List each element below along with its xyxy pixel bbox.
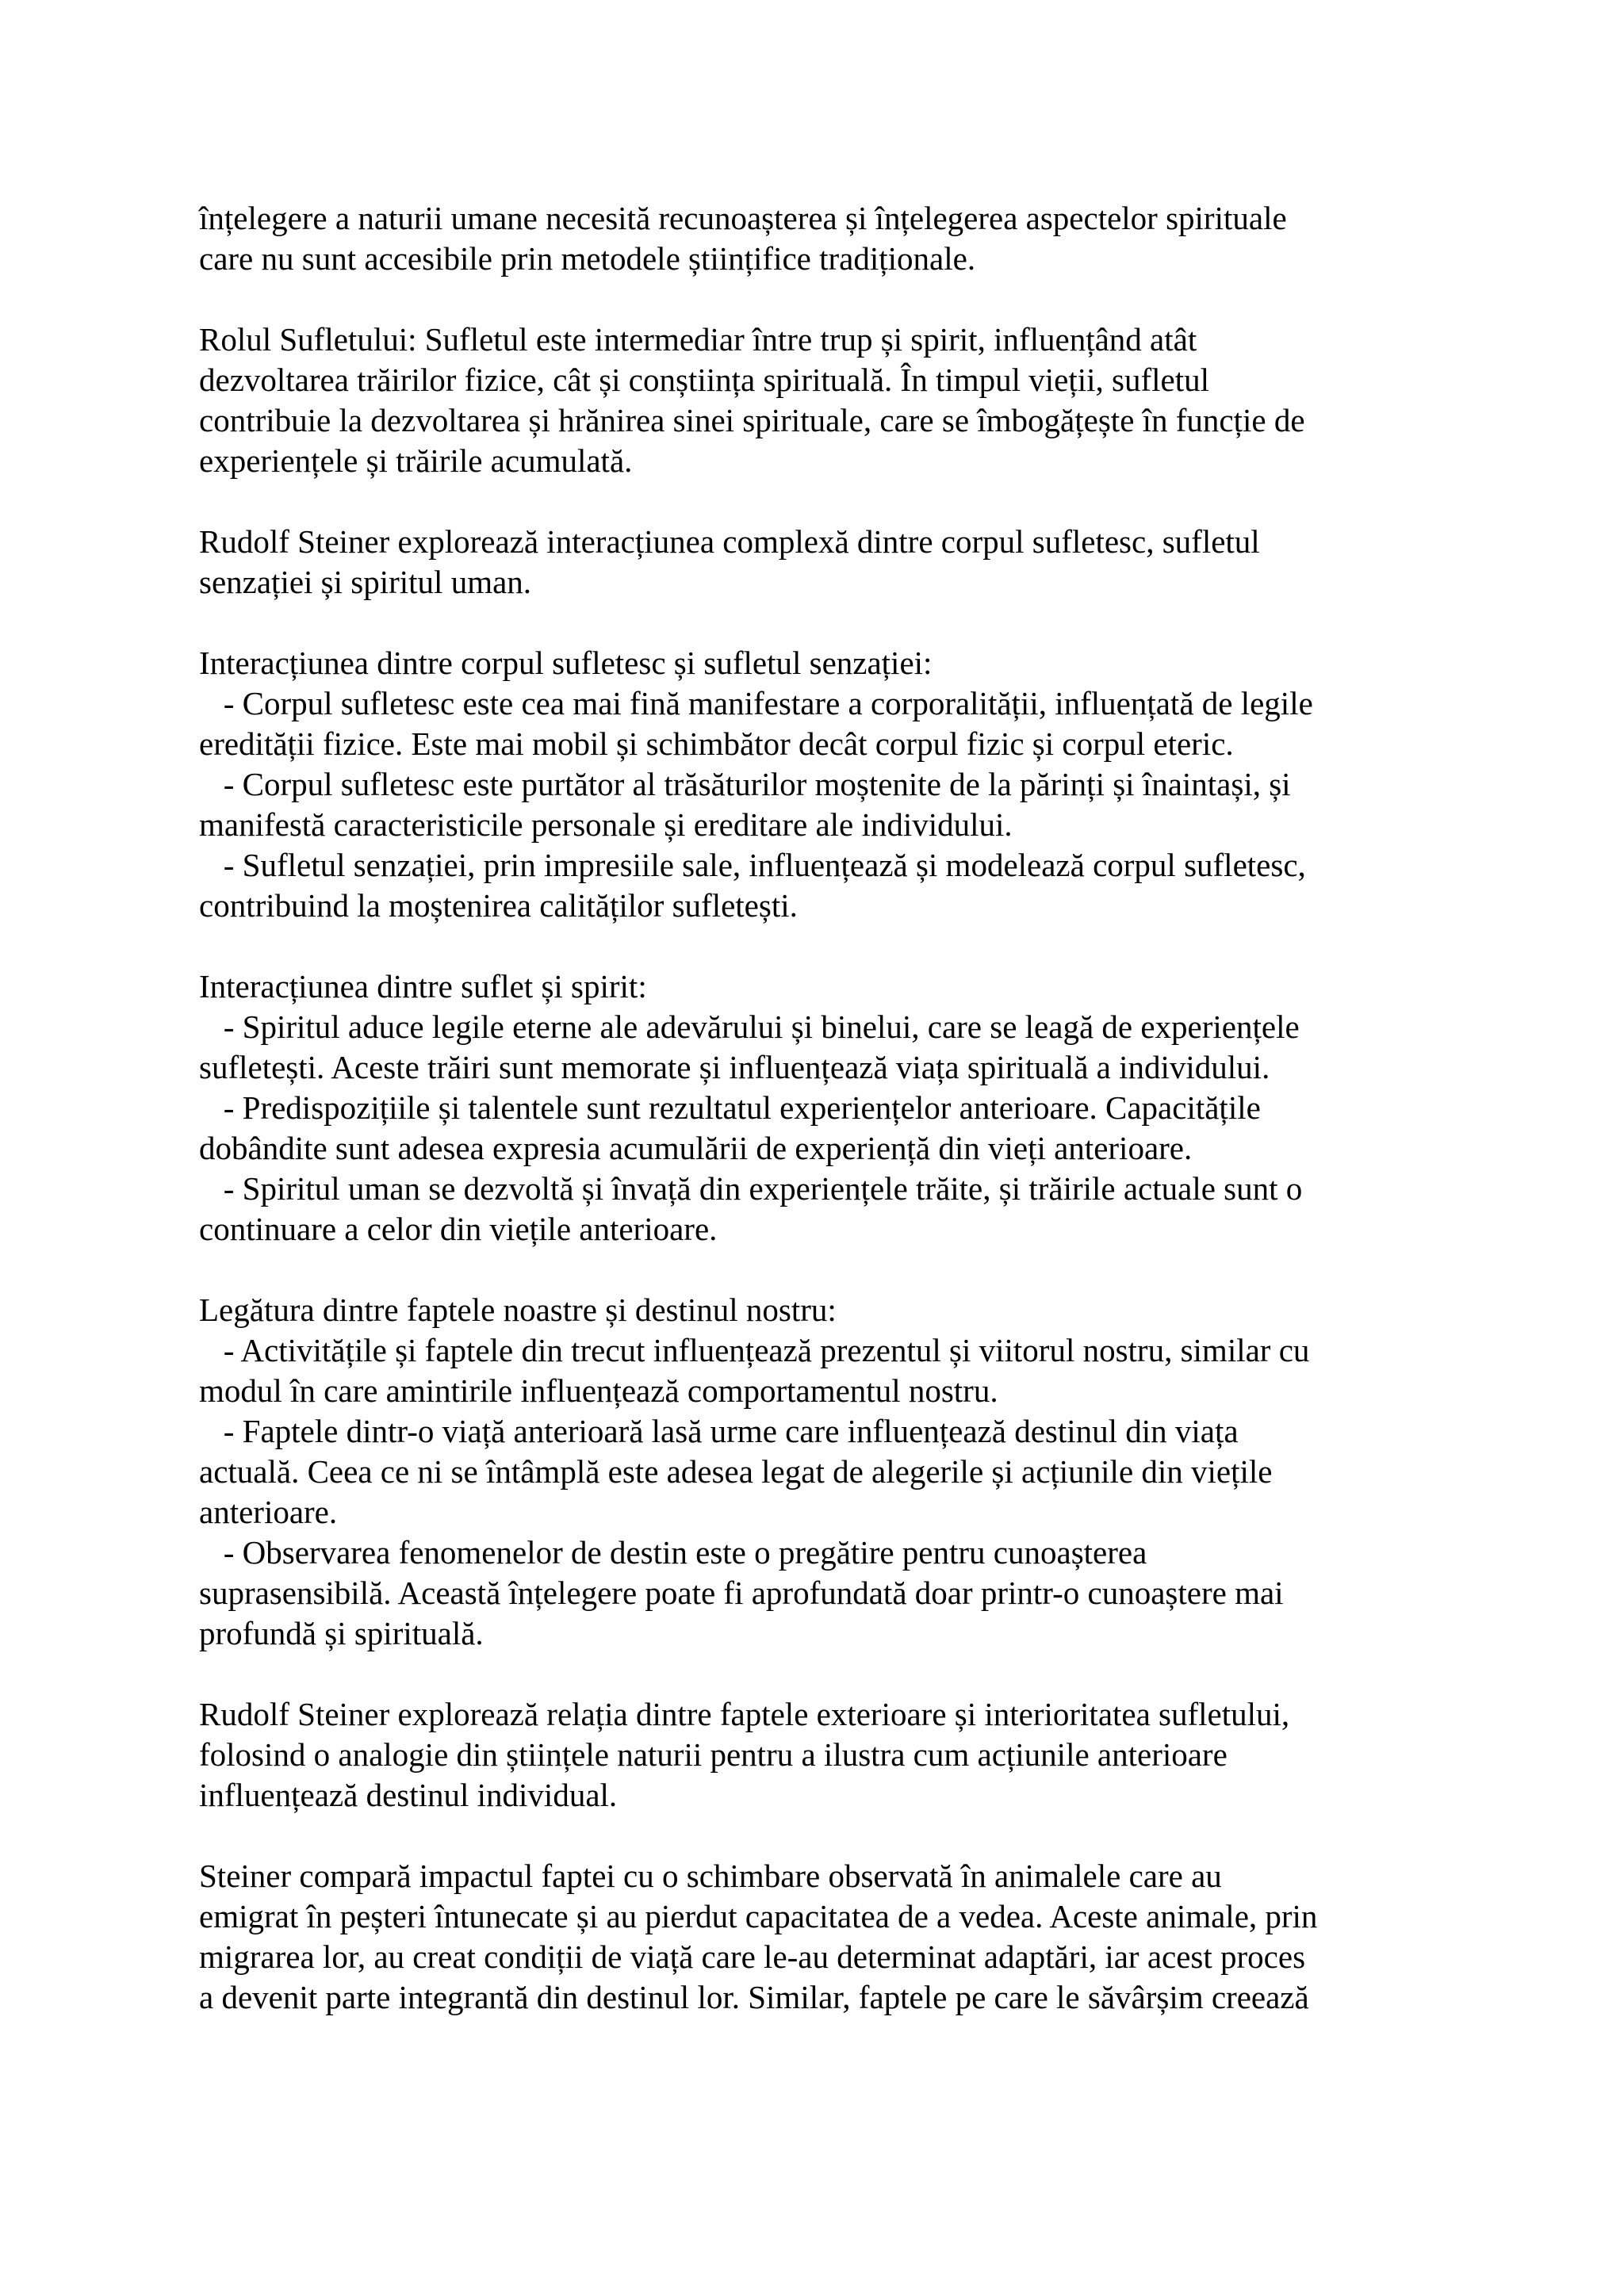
text-line: folosind o analogie din științele naturii pentru a ilustra cum acțiunile anterioare bbox=[199, 1736, 1228, 1773]
text-line: - Observarea fenomenelor de destin este o pregătire pentru cunoașterea bbox=[199, 1534, 1147, 1571]
text-line: Interacțiunea dintre corpul sufletesc și sufletul senzației: bbox=[199, 645, 933, 681]
text-line: Rudolf Steiner explorează interacțiunea complexă dintre corpul sufletesc, sufletul bbox=[199, 523, 1260, 560]
text-line: Rudolf Steiner explorează relația dintre faptele exterioare și interioritatea sufletului, bbox=[199, 1696, 1290, 1732]
text-line: înțelegere a naturii umane necesită recunoașterea și înțelegerea aspectelor spirituale bbox=[199, 200, 1287, 236]
paragraph bbox=[199, 643, 1436, 926]
paragraph bbox=[199, 1856, 1436, 2018]
text-line: contribuie la dezvoltarea și hrănirea sinei spirituale, care se îmbogățește în funcție de bbox=[199, 402, 1305, 438]
paragraph bbox=[199, 966, 1436, 1249]
paragraph bbox=[199, 1694, 1436, 1816]
text-line: dobândite sunt adesea expresia acumulării de experiență din vieți anterioare. bbox=[199, 1130, 1193, 1166]
text-line: experiențele și trăirile acumulată. bbox=[199, 442, 633, 479]
paragraph-gap bbox=[199, 1816, 1436, 1856]
text-line: eredității fizice. Este mai mobil și schimbător decât corpul fizic și corpul eteric. bbox=[199, 725, 1234, 762]
text-line: emigrat în peșteri întunecate și au pierdut capacitatea de a vedea. Aceste animale, prin bbox=[199, 1898, 1318, 1934]
paragraph-gap bbox=[199, 1249, 1436, 1290]
text-line: sufletești. Aceste trăiri sunt memorate și influențează viața spirituală a individului. bbox=[199, 1049, 1270, 1085]
text-line: Legătura dintre faptele noastre și destinul nostru: bbox=[199, 1292, 837, 1328]
text-line: - Corpul sufletesc este purtător al trăsăturilor moștenite de la părinți și înaintași, și bbox=[199, 766, 1291, 802]
text-line: migrarea lor, au creat condiții de viață care le-au determinat adaptări, iar acest proces bbox=[199, 1938, 1306, 1975]
text-line: - Spiritul uman se dezvoltă și învață din experiențele trăite, și trăirile actuale sunt o bbox=[199, 1170, 1303, 1207]
paragraph bbox=[199, 198, 1436, 279]
text-line: - Activitățile și faptele din trecut influențează prezentul și viitorul nostru, similar cu bbox=[199, 1332, 1310, 1368]
document-body bbox=[199, 198, 1436, 2018]
text-line: - Faptele dintr-o viață anterioară lasă urme care influențează destinul din viața bbox=[199, 1413, 1239, 1449]
text-line: - Spiritul aduce legile eterne ale adevărului și binelui, care se leagă de experiențele bbox=[199, 1008, 1300, 1045]
paragraph bbox=[199, 320, 1436, 481]
text-line: a devenit parte integrantă din destinul lor. Similar, faptele pe care le săvârșim creează bbox=[199, 1979, 1309, 2015]
paragraph bbox=[199, 522, 1436, 603]
text-line: - Predispozițiile și talentele sunt rezultatul experiențelor anterioare. Capacitățile bbox=[199, 1089, 1261, 1126]
text-line: anterioare. bbox=[199, 1494, 338, 1530]
text-line: modul în care amintirile influențează comportamentul nostru. bbox=[199, 1372, 998, 1409]
text-line: manifestă caracteristicile personale și ereditare ale individului. bbox=[199, 806, 1013, 843]
text-line: Rolul Sufletului: Sufletul este intermediar între trup și spirit, influențând atât bbox=[199, 321, 1197, 358]
text-line: influențează destinul individual. bbox=[199, 1777, 618, 1813]
paragraph bbox=[199, 1290, 1436, 1654]
text-line: senzației și spiritul uman. bbox=[199, 564, 532, 600]
text-line: dezvoltarea trăirilor fizice, cât și conștiința spirituală. În timpul vieții, sufletul bbox=[199, 362, 1210, 398]
text-line: actuală. Ceea ce ni se întâmplă este adesea legat de alegerile și acțiunile din viețile bbox=[199, 1453, 1273, 1490]
paragraph-gap bbox=[199, 481, 1436, 522]
paragraph-gap bbox=[199, 926, 1436, 966]
text-line: suprasensibilă. Această înțelegere poate fi aprofundată doar printr-o cunoaștere mai bbox=[199, 1575, 1284, 1611]
paragraph-gap bbox=[199, 603, 1436, 643]
text-line: - Sufletul senzației, prin impresiile sale, influențează și modelează corpul sufletesc, bbox=[199, 847, 1306, 883]
text-line: Interacțiunea dintre suflet și spirit: bbox=[199, 968, 647, 1004]
text-line: care nu sunt accesibile prin metodele științifice tradiționale. bbox=[199, 240, 976, 277]
text-line: contribuind la moștenirea calităților sufletești. bbox=[199, 887, 798, 924]
paragraph-gap bbox=[199, 1654, 1436, 1694]
text-line: profundă și spirituală. bbox=[199, 1615, 484, 1651]
text-line: Steiner compară impactul faptei cu o schimbare observată în animalele care au bbox=[199, 1858, 1222, 1894]
text-line: - Corpul sufletesc este cea mai fină manifestare a corporalității, influențată de legile bbox=[199, 685, 1313, 721]
paragraph-gap bbox=[199, 279, 1436, 320]
text-line: continuare a celor din viețile anterioare. bbox=[199, 1211, 718, 1247]
